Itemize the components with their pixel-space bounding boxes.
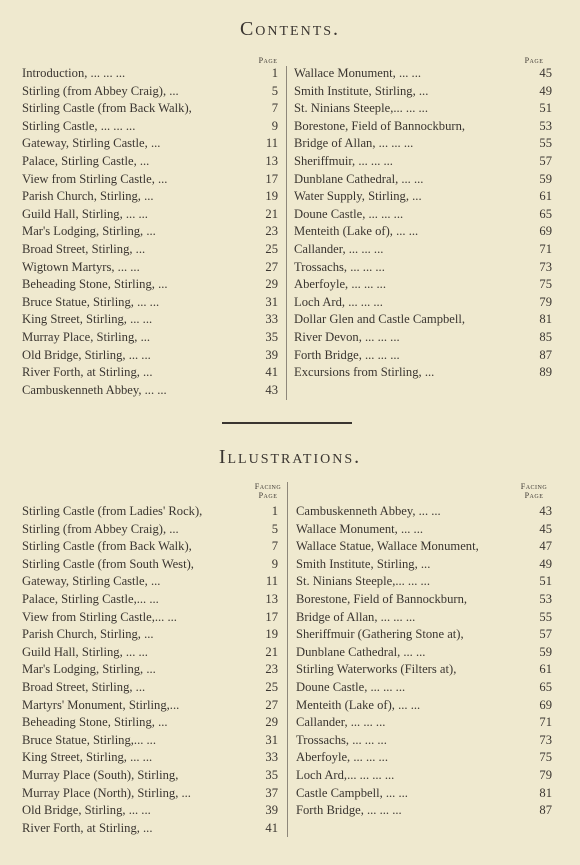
toc-entry-page: 47	[539, 539, 552, 554]
toc-entry-title: Beheading Stone, Stirling, ...	[22, 715, 168, 730]
toc-entry-title: Menteith (Lake of), ... ...	[294, 224, 419, 239]
toc-entry-page: 79	[539, 294, 552, 309]
illustrations-right-page-label	[512, 482, 556, 500]
toc-entry-page: 17	[265, 171, 278, 186]
toc-entry-title: Mar's Lodging, Stirling, ...	[22, 224, 156, 239]
toc-entry	[296, 609, 552, 627]
toc-entry	[22, 749, 278, 767]
toc-entry	[22, 382, 278, 400]
toc-entry-page: 65	[539, 206, 552, 221]
toc-entry-title: Palace, Stirling Castle,... ...	[22, 591, 159, 606]
toc-entry	[296, 503, 552, 521]
toc-entry-title: Loch Ard, ... ... ...	[294, 294, 383, 309]
toc-entry	[294, 294, 552, 312]
toc-entry-page: 89	[539, 365, 552, 380]
toc-entry	[22, 644, 278, 662]
toc-entry-page: 29	[265, 277, 278, 292]
toc-entry	[22, 767, 278, 785]
toc-entry-title: Trossachs, ... ... ...	[296, 732, 387, 747]
illustrations-left-page-label-line2: Page	[258, 491, 278, 500]
toc-entry-title: Introduction, ... ... ...	[22, 66, 126, 80]
toc-entry-page: 53	[539, 118, 552, 133]
toc-entry-title: Old Bridge, Stirling, ... ...	[22, 803, 151, 818]
toc-entry-title: Stirling Castle, ... ... ...	[22, 118, 136, 133]
contents-heading: Contents.	[239, 18, 341, 40]
toc-entry-page: 51	[539, 101, 552, 116]
toc-entry-page: 53	[539, 591, 552, 606]
toc-entry-title: Murray Place (South), Stirling,	[22, 767, 179, 782]
toc-entry	[22, 188, 278, 206]
toc-entry	[294, 118, 552, 136]
toc-entry-title: River Forth, at Stirling, ...	[22, 365, 153, 380]
toc-entry-title: Callander, ... ... ...	[294, 241, 384, 256]
toc-entry-title: Doune Castle, ... ... ...	[294, 206, 404, 221]
illustrations-left-page-label-line1: Facing	[254, 482, 282, 491]
toc-entry	[22, 538, 278, 556]
toc-entry	[294, 171, 552, 189]
toc-entry	[296, 785, 552, 803]
toc-entry	[22, 153, 278, 171]
toc-entry-title: Wigtown Martyrs, ... ...	[22, 259, 140, 274]
toc-entry-title: Murray Place, Stirling, ...	[22, 329, 151, 344]
toc-entry	[22, 83, 278, 101]
toc-entry-page: 45	[539, 66, 552, 80]
toc-entry-title: St. Ninians Steeple,... ... ...	[294, 101, 428, 116]
section-divider-rule	[222, 422, 352, 424]
toc-entry-page: 87	[539, 347, 552, 362]
toc-entry	[294, 206, 552, 224]
toc-entry-title: Stirling Castle (from Back Walk),	[22, 101, 192, 116]
toc-entry-page: 31	[265, 732, 278, 747]
toc-entry	[22, 223, 278, 241]
toc-entry-title: Parish Church, Stirling, ...	[22, 627, 154, 642]
toc-entry-title: River Forth, at Stirling, ...	[22, 820, 153, 835]
toc-entry-page: 49	[539, 556, 552, 571]
toc-entry-title: Loch Ard,... ... ... ...	[296, 767, 395, 782]
toc-entry	[22, 135, 278, 153]
toc-entry-title: Old Bridge, Stirling, ... ...	[22, 347, 151, 362]
contents-left-page-label: Page	[258, 56, 278, 65]
contents-column-divider	[286, 66, 287, 400]
toc-entry-page: 17	[265, 609, 278, 624]
toc-entry-title: Forth Bridge, ... ... ...	[296, 803, 402, 818]
toc-entry	[296, 732, 552, 750]
toc-entry	[294, 276, 552, 294]
toc-entry-page: 43	[265, 382, 278, 397]
illustrations-heading: Illustrations.	[218, 446, 362, 468]
illustrations-left-page-label	[248, 482, 288, 500]
toc-entry-page: 85	[539, 329, 552, 344]
toc-entry-page: 37	[265, 785, 278, 800]
toc-entry-title: Martyrs' Monument, Stirling,...	[22, 697, 180, 712]
contents-left-column	[22, 65, 278, 399]
toc-entry-title: Bridge of Allan, ... ... ...	[294, 136, 414, 151]
toc-entry-title: Stirling (from Abbey Craig), ...	[22, 521, 179, 536]
toc-entry-title: Stirling Castle (from Ladies' Rock),	[22, 504, 203, 518]
toc-entry	[22, 521, 278, 539]
toc-entry	[22, 276, 278, 294]
toc-entry-page: 59	[539, 171, 552, 186]
toc-entry-page: 33	[265, 750, 278, 765]
toc-entry	[22, 609, 278, 627]
toc-entry	[22, 573, 278, 591]
toc-entry-page: 75	[539, 750, 552, 765]
toc-entry-page: 45	[539, 521, 552, 536]
toc-entry-title: Mar's Lodging, Stirling, ...	[22, 662, 156, 677]
toc-entry-title: Smith Institute, Stirling, ...	[294, 83, 429, 98]
toc-entry-title: Stirling (from Abbey Craig), ...	[22, 83, 179, 98]
toc-entry-title: Wallace Monument, ... ...	[294, 66, 421, 80]
toc-entry-page: 55	[539, 609, 552, 624]
toc-entry-title: Broad Street, Stirling, ...	[22, 241, 146, 256]
toc-entry-page: 23	[265, 662, 278, 677]
toc-entry-page: 61	[539, 189, 552, 204]
toc-entry-title: Gateway, Stirling Castle, ...	[22, 574, 161, 589]
toc-entry-page: 69	[539, 224, 552, 239]
toc-entry	[296, 556, 552, 574]
toc-entry-title: Stirling Castle (from Back Walk),	[22, 539, 192, 554]
toc-entry-page: 21	[265, 206, 278, 221]
toc-entry	[296, 644, 552, 662]
toc-entry-title: Broad Street, Stirling, ...	[22, 679, 146, 694]
toc-entry-page: 13	[265, 153, 278, 168]
toc-entry	[296, 521, 552, 539]
toc-entry	[296, 767, 552, 785]
toc-entry	[296, 661, 552, 679]
toc-entry-page: 65	[539, 679, 552, 694]
toc-entry-page: 81	[539, 312, 552, 327]
toc-entry-title: View from Stirling Castle,... ...	[22, 609, 177, 624]
toc-entry	[296, 591, 552, 609]
toc-entry-page: 57	[539, 627, 552, 642]
toc-entry-page: 25	[265, 679, 278, 694]
illustrations-column-divider	[287, 482, 288, 837]
toc-entry	[22, 591, 278, 609]
toc-entry-page: 73	[539, 732, 552, 747]
toc-entry	[22, 65, 278, 83]
toc-entry	[22, 206, 278, 224]
toc-entry	[294, 241, 552, 259]
toc-entry-title: Bruce Statue, Stirling,... ...	[22, 732, 156, 747]
toc-entry	[22, 679, 278, 697]
toc-entry-title: Wallace Statue, Wallace Monument,	[296, 539, 479, 554]
toc-entry	[22, 714, 278, 732]
toc-entry-title: Borestone, Field of Bannockburn,	[294, 118, 466, 133]
toc-entry	[294, 364, 552, 382]
toc-entry-page: 49	[539, 83, 552, 98]
toc-entry-title: Gateway, Stirling Castle, ...	[22, 136, 161, 151]
toc-entry	[22, 311, 278, 329]
toc-entry	[22, 241, 278, 259]
toc-entry-title: King Street, Stirling, ... ...	[22, 312, 153, 327]
toc-entry	[296, 679, 552, 697]
toc-entry-page: 35	[265, 329, 278, 344]
toc-entry-page: 55	[539, 136, 552, 151]
toc-entry-title: Aberfoyle, ... ... ...	[296, 750, 388, 765]
toc-entry-page: 81	[539, 785, 552, 800]
toc-entry	[296, 749, 552, 767]
toc-entry	[22, 364, 278, 382]
toc-entry	[294, 83, 552, 101]
toc-entry-page: 11	[265, 136, 278, 151]
toc-entry-title: Castle Campbell, ... ...	[296, 785, 408, 800]
toc-entry-title: Sheriffmuir, ... ... ...	[294, 153, 393, 168]
toc-entry-title: Smith Institute, Stirling, ...	[296, 556, 431, 571]
toc-entry-page: 71	[539, 241, 552, 256]
toc-entry	[22, 820, 278, 838]
toc-entry-page: 27	[265, 259, 278, 274]
toc-entry-page: 31	[265, 294, 278, 309]
toc-entry	[296, 714, 552, 732]
toc-entry	[22, 347, 278, 365]
toc-entry-page: 33	[265, 312, 278, 327]
toc-entry	[22, 329, 278, 347]
toc-entry	[294, 188, 552, 206]
toc-entry	[296, 538, 552, 556]
toc-entry-page: 1	[271, 504, 278, 518]
toc-entry-page: 69	[539, 697, 552, 712]
toc-entry	[22, 118, 278, 136]
toc-entry-page: 21	[265, 644, 278, 659]
toc-entry-page: 7	[271, 539, 278, 554]
toc-entry-title: River Devon, ... ... ...	[294, 329, 400, 344]
toc-entry-title: Borestone, Field of Bannockburn,	[296, 591, 468, 606]
toc-entry	[294, 329, 552, 347]
toc-entry	[296, 802, 552, 820]
toc-entry-title: Trossachs, ... ... ...	[294, 259, 385, 274]
toc-entry	[22, 697, 278, 715]
toc-entry-page: 41	[265, 365, 278, 380]
contents-right-column	[294, 65, 552, 382]
toc-entry-title: Dunblane Cathedral, ... ...	[294, 171, 424, 186]
toc-entry	[22, 259, 278, 277]
toc-entry-page: 9	[271, 556, 278, 571]
toc-entry-page: 71	[539, 715, 552, 730]
toc-entry	[294, 259, 552, 277]
toc-entry-title: Menteith (Lake of), ... ...	[296, 697, 421, 712]
toc-entry-page: 59	[539, 644, 552, 659]
toc-entry-page: 51	[539, 574, 552, 589]
toc-entry	[22, 503, 278, 521]
toc-entry-page: 19	[265, 189, 278, 204]
toc-entry-page: 5	[271, 83, 278, 98]
toc-entry-title: Callander, ... ... ...	[296, 715, 386, 730]
toc-entry	[294, 347, 552, 365]
toc-entry-title: Bruce Statue, Stirling, ... ...	[22, 294, 160, 309]
toc-entry	[22, 802, 278, 820]
toc-entry	[22, 171, 278, 189]
toc-entry-title: Stirling Castle (from South West),	[22, 556, 194, 571]
toc-entry-title: Beheading Stone, Stirling, ...	[22, 277, 168, 292]
toc-entry-page: 57	[539, 153, 552, 168]
toc-entry-page: 13	[265, 591, 278, 606]
toc-entry	[22, 785, 278, 803]
toc-entry-title: Sheriffmuir (Gathering Stone at),	[296, 627, 464, 642]
toc-entry-title: Stirling Waterworks (Filters at),	[296, 662, 457, 677]
toc-entry-page: 7	[271, 101, 278, 116]
toc-entry-page: 5	[271, 521, 278, 536]
toc-entry-title: Excursions from Stirling, ...	[294, 365, 435, 380]
toc-entry-title: Palace, Stirling Castle, ...	[22, 153, 150, 168]
toc-entry-page: 41	[265, 820, 278, 835]
contents-right-page-label: Page	[524, 56, 544, 65]
toc-entry-title: Guild Hall, Stirling, ... ...	[22, 206, 148, 221]
toc-entry	[22, 732, 278, 750]
toc-entry	[294, 311, 552, 329]
toc-entry-page: 9	[271, 118, 278, 133]
toc-entry-page: 35	[265, 767, 278, 782]
toc-entry	[294, 100, 552, 118]
toc-entry	[294, 223, 552, 241]
toc-entry-page: 11	[265, 574, 278, 589]
illustrations-right-page-label-line1: Facing	[520, 482, 548, 491]
toc-entry	[22, 556, 278, 574]
toc-entry-title: Bridge of Allan, ... ... ...	[296, 609, 416, 624]
toc-entry	[296, 573, 552, 591]
toc-entry	[296, 697, 552, 715]
toc-entry	[294, 65, 552, 83]
toc-entry-page: 79	[539, 767, 552, 782]
toc-entry-title: Parish Church, Stirling, ...	[22, 189, 154, 204]
toc-entry-title: King Street, Stirling, ... ...	[22, 750, 153, 765]
toc-entry	[22, 294, 278, 312]
toc-entry-page: 75	[539, 277, 552, 292]
illustrations-left-column	[22, 503, 278, 837]
toc-entry-title: Water Supply, Stirling, ...	[294, 189, 422, 204]
toc-entry-title: Doune Castle, ... ... ...	[296, 679, 406, 694]
toc-entry-title: Wallace Monument, ... ...	[296, 521, 423, 536]
toc-entry-title: View from Stirling Castle, ...	[22, 171, 168, 186]
toc-entry-title: Guild Hall, Stirling, ... ...	[22, 644, 148, 659]
toc-entry	[22, 626, 278, 644]
toc-entry-page: 19	[265, 627, 278, 642]
toc-entry-page: 25	[265, 241, 278, 256]
toc-entry-title: St. Ninians Steeple,... ... ...	[296, 574, 430, 589]
toc-entry	[294, 135, 552, 153]
toc-entry	[22, 100, 278, 118]
toc-entry-page: 87	[539, 803, 552, 818]
toc-entry-page: 61	[539, 662, 552, 677]
illustrations-right-page-label-line2: Page	[524, 491, 544, 500]
toc-entry-page: 1	[271, 66, 278, 80]
toc-entry-page: 29	[265, 715, 278, 730]
toc-entry-page: 27	[265, 697, 278, 712]
toc-entry-title: Forth Bridge, ... ... ...	[294, 347, 400, 362]
toc-entry	[296, 626, 552, 644]
toc-entry-page: 39	[265, 803, 278, 818]
toc-entry	[294, 153, 552, 171]
toc-entry-title: Dunblane Cathedral, ... ...	[296, 644, 426, 659]
toc-entry	[22, 661, 278, 679]
toc-entry-title: Murray Place (North), Stirling, ...	[22, 785, 191, 800]
toc-entry-page: 73	[539, 259, 552, 274]
toc-entry-title: Cambuskenneth Abbey, ... ...	[22, 382, 167, 397]
toc-entry-page: 23	[265, 224, 278, 239]
illustrations-right-column	[296, 503, 552, 820]
toc-entry-page: 39	[265, 347, 278, 362]
toc-entry-title: Dollar Glen and Castle Campbell,	[294, 312, 466, 327]
toc-entry-title: Cambuskenneth Abbey, ... ...	[296, 504, 441, 518]
toc-entry-title: Aberfoyle, ... ... ...	[294, 277, 386, 292]
toc-entry-page: 43	[539, 504, 552, 518]
